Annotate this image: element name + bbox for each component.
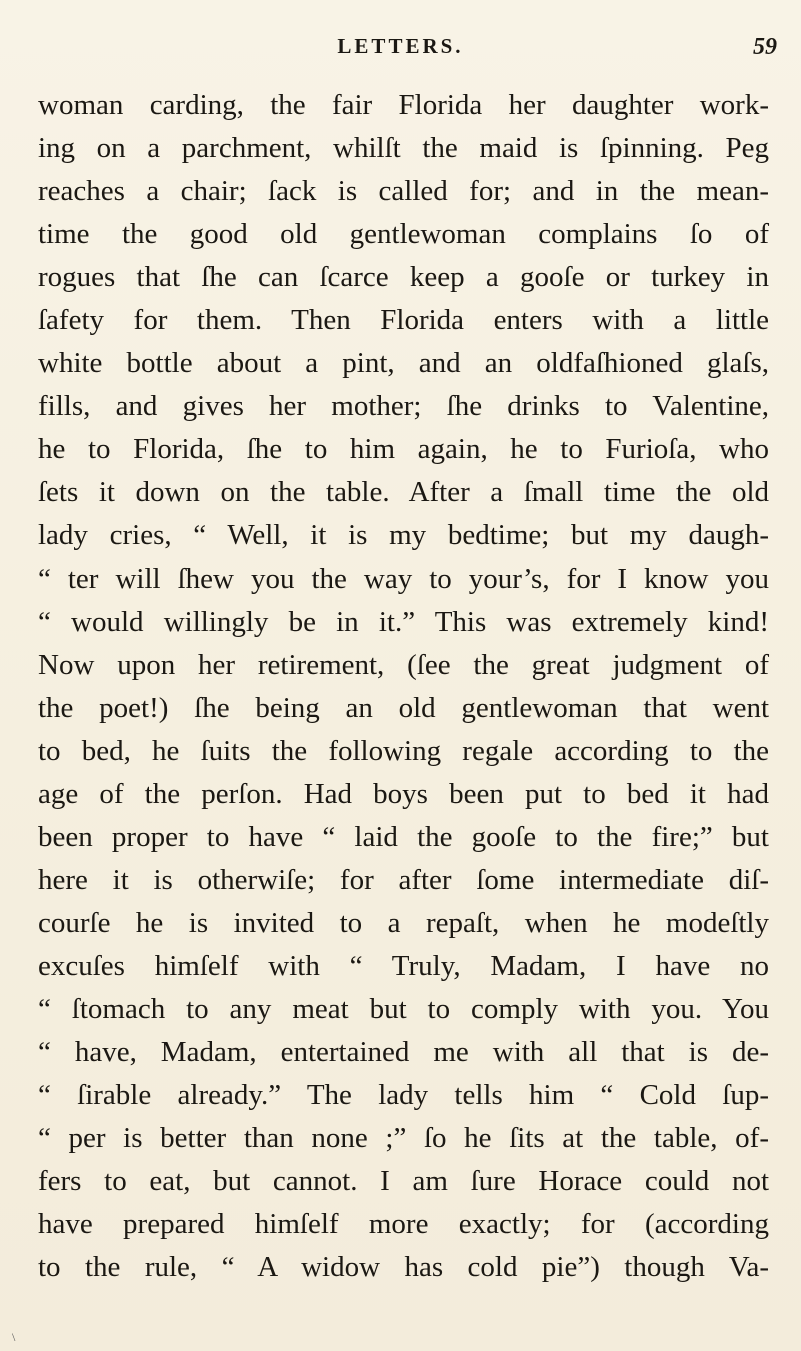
text-line: excuſes himſelf with “ Truly, Madam, I have no: [38, 949, 769, 982]
text-line: ing on a parchment, whilſt the maid is ſpinning. Peg: [38, 132, 769, 165]
text-line: “ have, Madam, entertained me with all that is de-: [38, 1036, 769, 1069]
text-line: to the rule, “ A widow has cold pie”) though Va-: [38, 1251, 769, 1284]
text-line: lady cries, “ Well, it is my bedtime; but my daugh-: [38, 519, 769, 552]
text-line: here it is otherwiſe; for after ſome intermediate diſ-: [38, 863, 769, 896]
text-line: Now upon her retirement, (ſee the great judgment of: [38, 648, 769, 681]
text-line: have prepared himſelf more exactly; for (according: [38, 1208, 769, 1241]
text-line: fers to eat, but cannot. I am ſure Horace could not: [38, 1165, 769, 1198]
text-line: courſe he is invited to a repaſt, when he modeſtly: [38, 906, 769, 939]
text-line: fills, and gives her mother; ſhe drinks to Valentine,: [38, 390, 769, 423]
text-line: he to Florida, ſhe to him again, he to Furioſa, who: [38, 433, 769, 466]
text-line: to bed, he ſuits the following regale according to the: [38, 734, 769, 767]
text-line: “ would willingly be in it.” This was extremely kind!: [38, 605, 769, 638]
text-line: rogues that ſhe can ſcarce keep a gooſe or turkey in: [38, 261, 769, 294]
body-text: [38, 84, 769, 1289]
margin-mark: \: [12, 1330, 16, 1344]
text-line: time the good old gentlewoman complains ſo of: [38, 218, 769, 251]
text-line: the poet!) ſhe being an old gentlewoman that went: [38, 691, 769, 724]
running-head: LETTERS.: [337, 34, 464, 58]
text-line: age of the perſon. Had boys been put to bed it had: [38, 777, 769, 810]
text-line: ſafety for them. Then Florida enters with a little: [38, 304, 769, 337]
text-line: “ ter will ſhew you the way to your’s, for I know you: [38, 562, 769, 595]
text-line: reaches a chair; ſack is called for; and in the mean-: [38, 175, 769, 208]
text-line: “ ſirable already.” The lady tells him “ Cold ſup-: [38, 1079, 769, 1112]
text-line: woman carding, the fair Florida her daughter work-: [38, 89, 769, 121]
text-line: been proper to have “ laid the gooſe to the fire;” but: [38, 820, 769, 853]
text-line: ſets it down on the table. After a ſmall time the old: [38, 476, 769, 509]
text-line: “ per is better than none ;” ſo he ſits at the table, of-: [38, 1122, 769, 1155]
page-number: 59: [753, 34, 777, 60]
text-line: white bottle about a pint, and an oldfaſhioned glaſs,: [38, 347, 769, 380]
text-line: “ ſtomach to any meat but to comply with you. You: [38, 992, 769, 1025]
